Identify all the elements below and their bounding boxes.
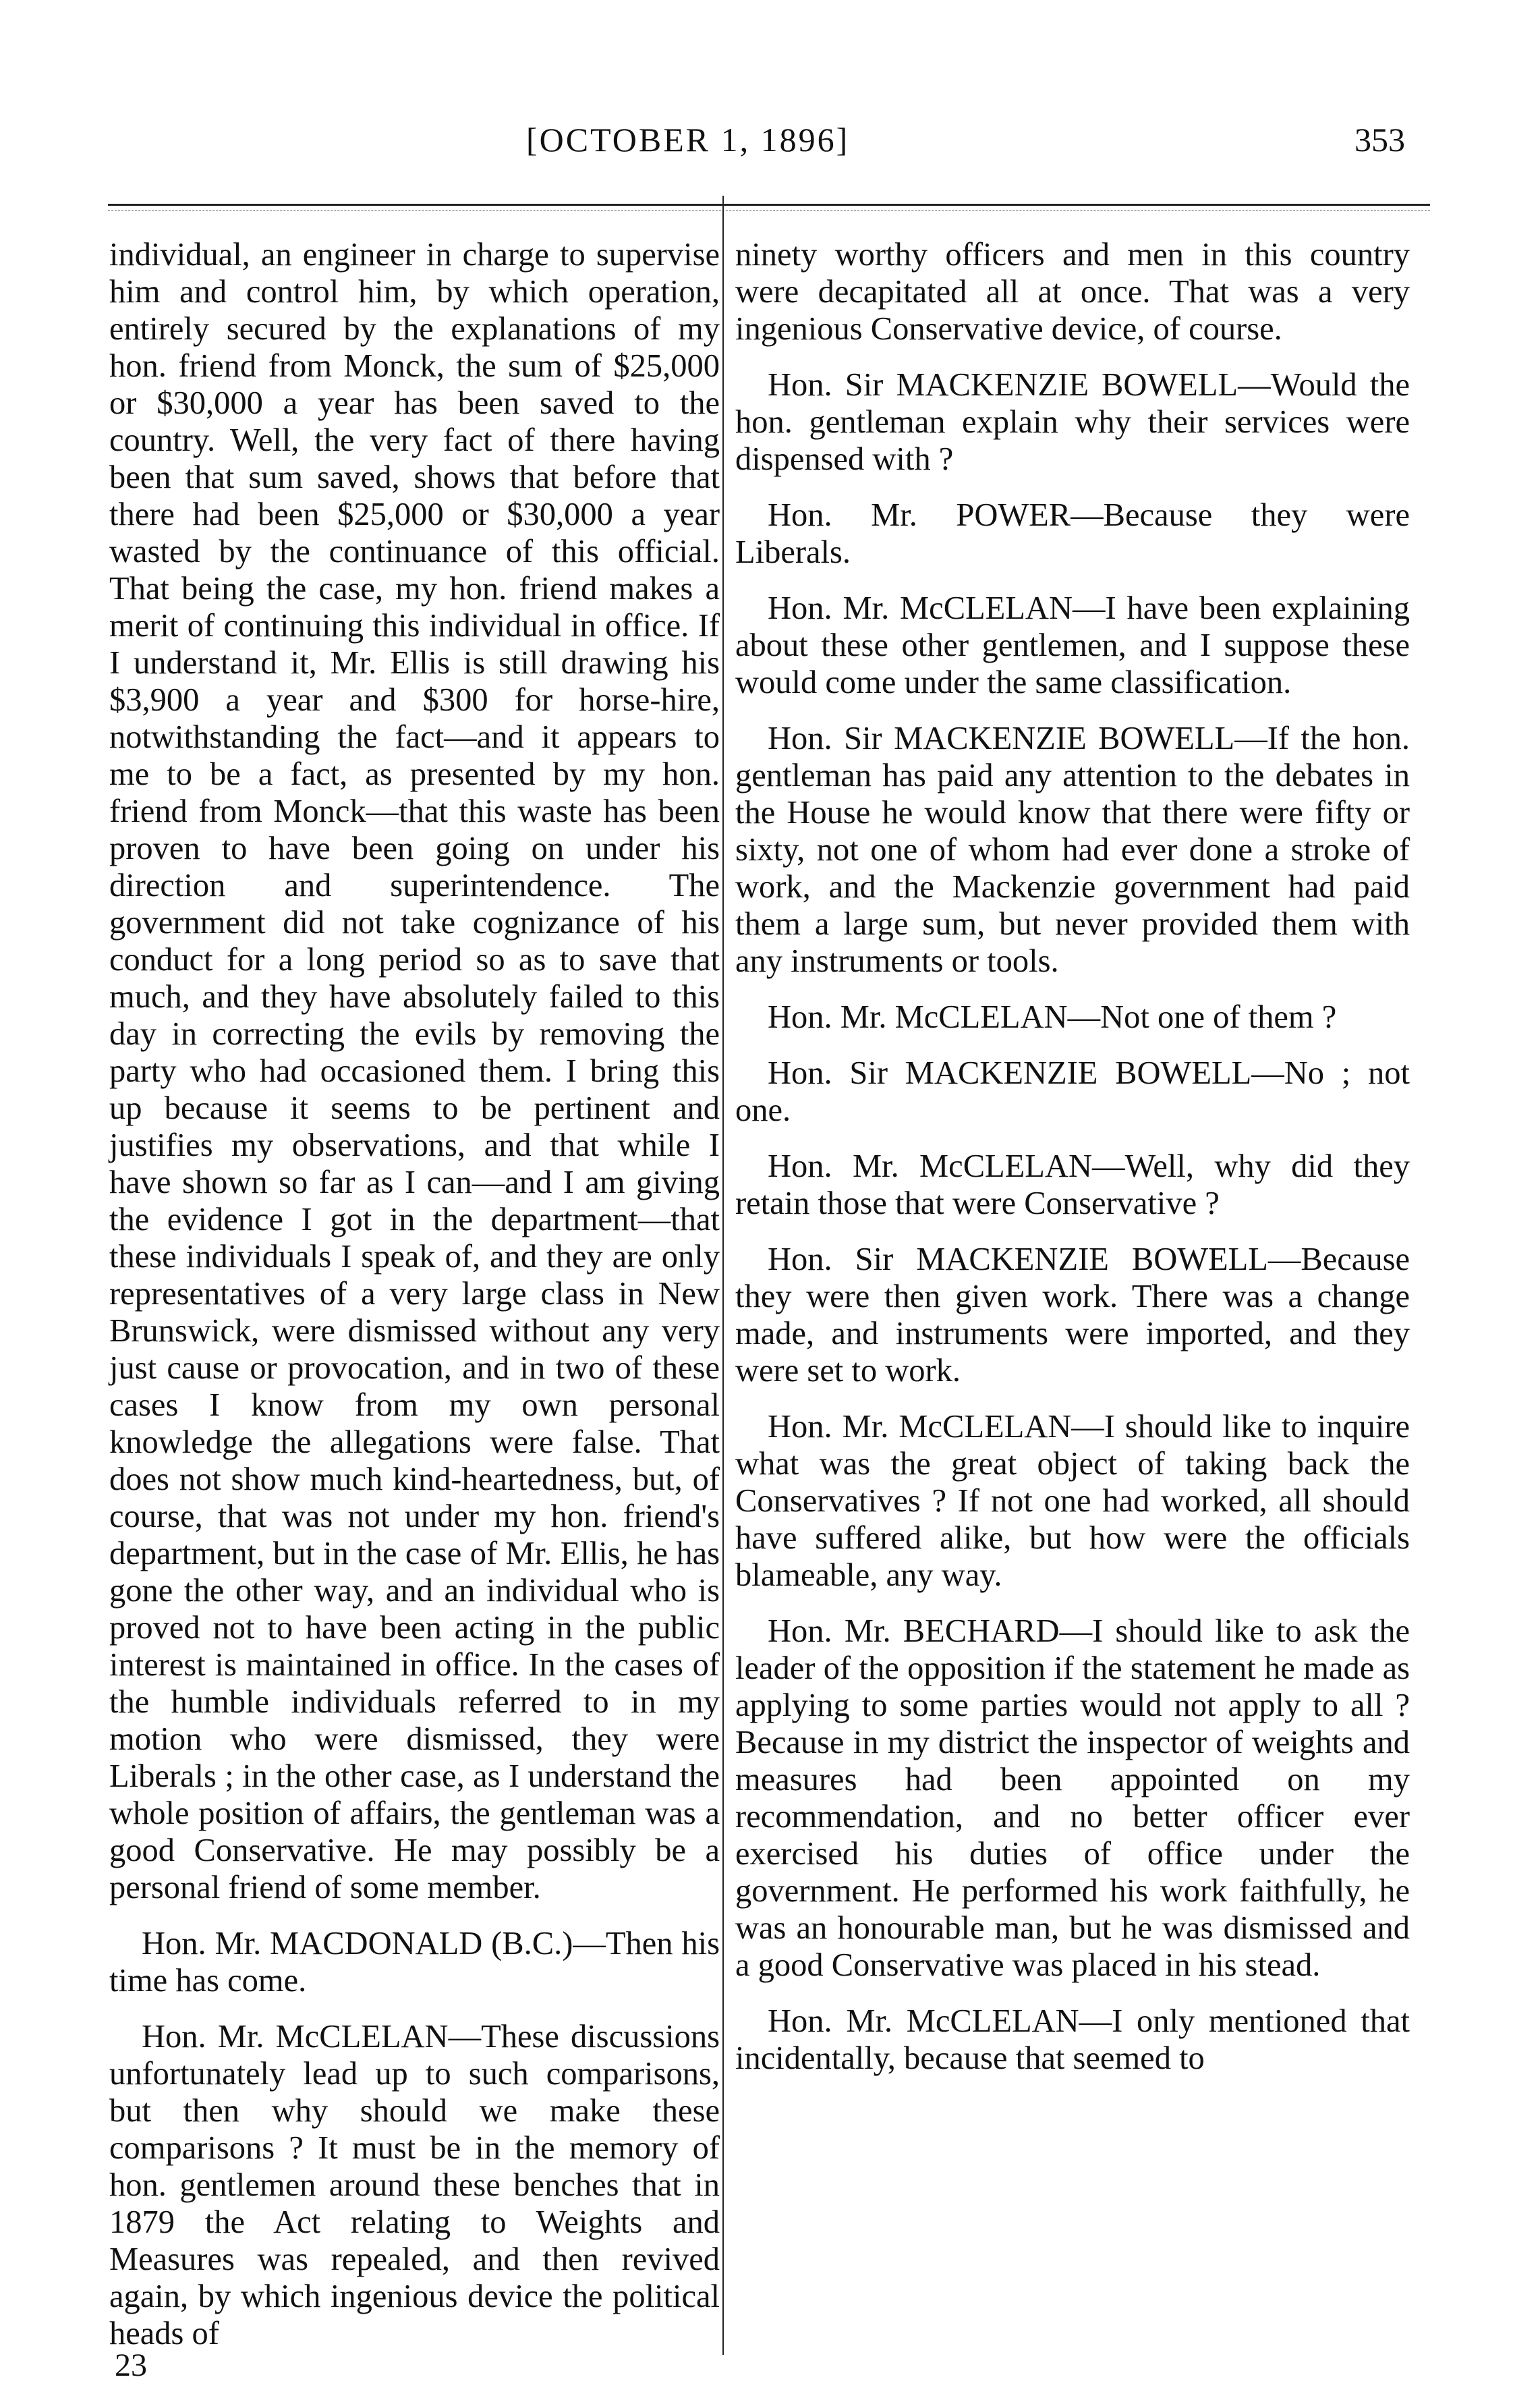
speech-paragraph: [735, 999, 1410, 1036]
paragraph-text: ninety worthy officers and men in this country were decapitated all at once. That was a very ingenious Conservative device, of course.: [735, 237, 1410, 347]
speaker-name: Hon. Mr. MACDONALD (B.C.): [142, 1926, 573, 1961]
speech-paragraph: [735, 1613, 1410, 1984]
speech-text: —These discussions unfortunately lead up to such comparisons, but then why should we make these comparisons ? It must be in the memory of hon. gentlemen around these benches that in 1879 the Act relating to Weights and Measures was repealed, and then revived again, by which ingenious device the political heads of: [109, 2019, 720, 2351]
speech-text: —Well, why did they retain those that were Conservative ?: [735, 1148, 1410, 1221]
speech-text: —If the hon. gentleman has paid any attention to the debates in the House he would know that there were fifty or sixty, not one of whom had ever done a stroke of work, and the Mackenzie government had paid them a large sum, but never provided them with any instruments or tools.: [735, 721, 1410, 979]
left-column: [109, 236, 720, 2352]
speech-paragraph: [735, 497, 1410, 571]
speaker-name: Hon. Sir MACKENZIE BOWELL: [768, 1242, 1268, 1277]
speaker-name: Hon. Sir MACKENZIE BOWELL: [768, 367, 1238, 403]
speaker-name: Hon. Sir MACKENZIE BOWELL: [768, 721, 1235, 756]
speaker-name: Hon. Sir MACKENZIE BOWELL: [768, 1055, 1252, 1091]
speech-paragraph: [735, 2003, 1410, 2077]
speech-paragraph: [735, 1241, 1410, 1389]
paragraph-text: individual, an engineer in charge to supervise him and control him, by which operation, entirely secured by the explanations of my hon. friend from Monck, the sum of $25,000 or $30,000 a year has been saved to the country. Well, the very fact of there having been that sum saved, shows that before that there had been $25,000 or $30,000 a year wasted by the continuance of this official. That being the case, my hon. friend makes a merit of continuing this individual in office. If I understand it, Mr. Ellis is still drawing his $3,900 a year and $300 for horse-hire, notwithstanding the fact—and it appears to me to be a fact, as presented by my hon. friend from Monck—that this waste has been proven to have been going on under his direction and superintendence. The government did not take cognizance of his conduct for a long period so as to save that much, and they have absolutely failed to this day in correcting the evils by removing the party who had occasioned them. I bring this up because it seems to be pertinent and justifies my observations, and that while I have shown so far as I can—and I am giving the evidence I got in the department—that these individuals I speak of, and they are only representatives of a very large class in New Brunswick, were dismissed without any very just cause or provocation, and in two of these cases I know from my own personal knowledge the allegations were false. That does not show much kind-heartedness, but, of course, that was not under my hon. friend's department, but in the case of Mr. Ellis, he has gone the other way, and an individual who is proved not to have been acting in the public interest is maintained in office. In the cases of the humble individuals referred to in my motion who were dismissed, they were Liberals ; in the other case, as I understand the whole position of affairs, the gentleman was a good Conservative. He may possibly be a personal friend of some member.: [109, 237, 720, 1905]
continuation-paragraph: [735, 236, 1410, 347]
speaker-name: Hon. Mr. McCLELAN: [768, 2003, 1079, 2039]
speech-text: —I have been explaining about these other gentlemen, and I suppose these would come under the same classification.: [735, 590, 1410, 700]
speech-text: —Not one of them ?: [1067, 999, 1337, 1035]
speech-paragraph: [735, 1148, 1410, 1222]
column-divider: [722, 196, 724, 2355]
speech-text: —Because they were Liberals.: [735, 497, 1410, 570]
speech-paragraph: [109, 2018, 720, 2352]
speech-paragraph: [735, 720, 1410, 980]
speaker-name: Hon. Mr. McCLELAN: [768, 1148, 1092, 1184]
speech-text: —I only mentioned that incidentally, because that seemed to: [735, 2003, 1410, 2076]
speech-paragraph: [735, 590, 1410, 701]
page-header: [0, 120, 1540, 161]
speaker-name: Hon. Mr. McCLELAN: [768, 1409, 1072, 1445]
speech-text: —I should like to inquire what was the great object of taking back the Conservatives ? If not one had worked, all should have suffered alike, but how were the officials blameable, any way.: [735, 1409, 1410, 1593]
header-rule: [108, 204, 1430, 206]
page-date-title: [OCTOBER 1, 1896]: [526, 121, 850, 159]
speaker-name: Hon. Mr. BECHARD: [768, 1613, 1060, 1649]
speaker-name: Hon. Mr. McCLELAN: [142, 2019, 449, 2055]
speaker-name: Hon. Mr. McCLELAN: [768, 590, 1073, 626]
signature-mark: 23: [115, 2347, 147, 2383]
speech-text: —No ; not one.: [735, 1055, 1410, 1128]
page-number: 353: [1354, 121, 1405, 159]
speech-text: —Would the hon. gentleman explain why their services were dispensed with ?: [735, 367, 1410, 477]
speech-paragraph: [735, 1408, 1410, 1594]
speech-paragraph: [735, 1055, 1410, 1129]
continuation-paragraph: [109, 236, 720, 1906]
speech-paragraph: [109, 1925, 720, 1999]
speech-text: —Because they were then given work. There was a change made, and instruments were imported, and they were set to work.: [735, 1242, 1410, 1389]
speech-paragraph: [735, 366, 1410, 478]
speech-text: —I should like to ask the leader of the opposition if the statement he made as applying to some parties would not apply to all ? Because in my district the inspector of weights and measures had been appointed on my recommendation, and no better officer ever exercised his duties of office under the government. He performed his work faithfully, he was an honourable man, but he was dismissed and a good Conservative was placed in his stead.: [735, 1613, 1410, 1983]
speaker-name: Hon. Mr. McCLELAN: [768, 999, 1068, 1035]
right-column: [735, 236, 1410, 2077]
speaker-name: Hon. Mr. POWER: [768, 497, 1071, 533]
speech-text: —Then his time has come.: [109, 1926, 720, 1999]
